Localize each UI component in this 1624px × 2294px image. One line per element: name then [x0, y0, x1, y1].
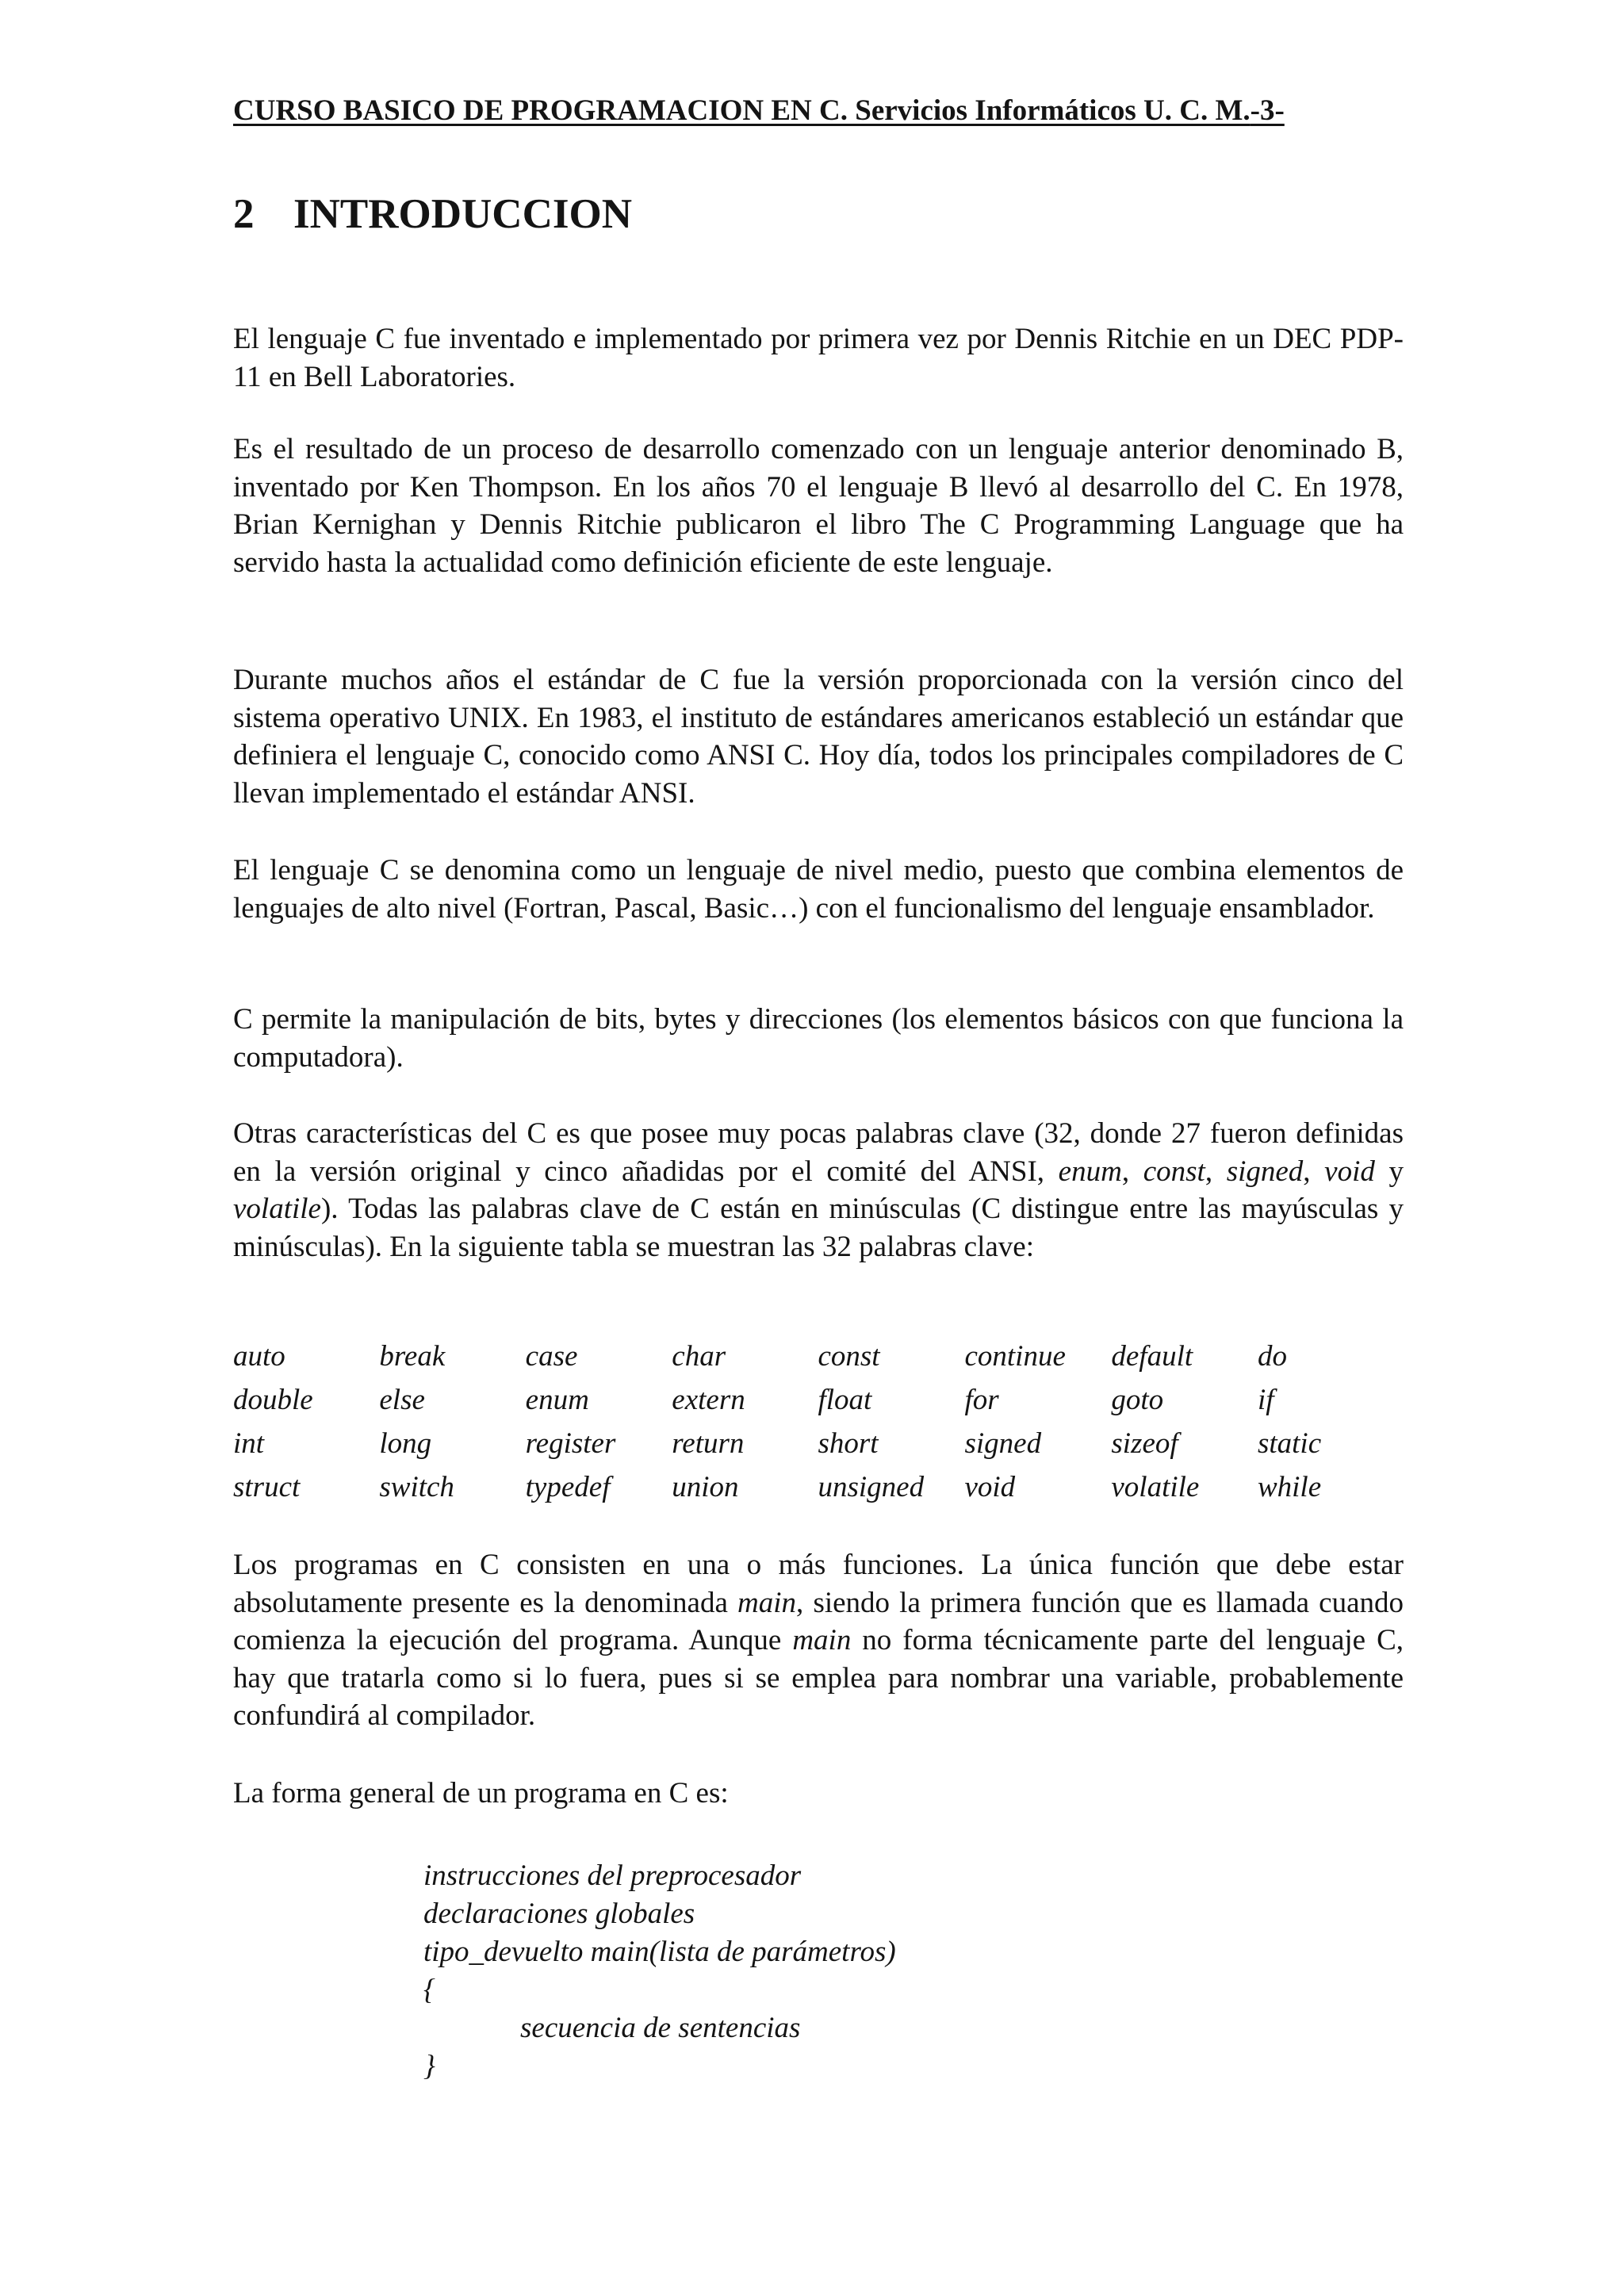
- paragraph-8: [233, 1775, 1404, 1813]
- text-run: Otras características del C es que posee muy pocas palabras clave (32, donde 27 fueron definidas en la versión original y cinco añadidas por el comité del ANSI,: [233, 1117, 1404, 1188]
- code-line: secuencia de sentencias: [520, 2012, 801, 2044]
- keyword-enum: enum: [1058, 1155, 1122, 1188]
- keyword-const: const: [1143, 1155, 1205, 1188]
- keyword-cell: const: [818, 1340, 880, 1373]
- keyword-cell: volatile: [1111, 1471, 1200, 1503]
- chapter-number: 2: [233, 191, 255, 237]
- paragraph-text: La forma general de un programa en C es:: [233, 1777, 729, 1810]
- keyword-cell: typedef: [525, 1471, 611, 1503]
- keyword-signed: signed: [1226, 1155, 1304, 1188]
- keywords-row: [233, 1340, 1404, 1384]
- keywords-row: [233, 1427, 1404, 1471]
- header-title: CURSO BASICO DE PROGRAMACION EN C. Servicios Informáticos U. C. M.: [233, 94, 1251, 127]
- keywords-table-body: [233, 1340, 1404, 1515]
- keyword-main: main: [737, 1586, 797, 1619]
- keyword-cell: void: [964, 1471, 1016, 1503]
- keyword-cell: enum: [525, 1384, 589, 1416]
- keyword-void: void: [1324, 1155, 1375, 1188]
- keywords-row: [233, 1471, 1404, 1515]
- keyword-cell: default: [1111, 1340, 1193, 1373]
- keyword-cell: float: [818, 1384, 872, 1416]
- keyword-cell: for: [964, 1384, 999, 1416]
- paragraph-text: [233, 1546, 1404, 1735]
- paragraph-2: [233, 431, 1404, 581]
- keyword-cell: else: [379, 1384, 425, 1416]
- keyword-cell: char: [672, 1340, 726, 1373]
- code-line: declaraciones globales: [423, 1898, 695, 1930]
- program-form-block: [423, 1857, 896, 2085]
- text-run: , siendo la primera función que es llamada cuando comienza la ejecución del programa. Aunque: [233, 1586, 1404, 1656]
- keywords-table: [233, 1340, 1404, 1515]
- keyword-cell: return: [672, 1427, 745, 1460]
- running-header: [233, 94, 1285, 128]
- text-run: ,: [1303, 1155, 1325, 1188]
- keyword-cell: int: [233, 1427, 265, 1460]
- keyword-cell: do: [1257, 1340, 1287, 1373]
- keyword-main: main: [792, 1624, 852, 1656]
- keyword-cell: static: [1257, 1427, 1322, 1460]
- keyword-cell: break: [379, 1340, 446, 1373]
- paragraph-5: [233, 1001, 1404, 1076]
- paragraph-text: Es el resultado de un proceso de desarrollo comenzado con un lenguaje anterior denominado B, inventado por Ken Thompson. En los años 70 el lenguaje B llevó al desarrollo del C. En 1978, Brian Kernighan y Dennis Ritchie publicaron el libro The C Programming Language que ha servido hasta la actualidad como definición eficiente de este lenguaje.: [233, 433, 1404, 579]
- keyword-cell: continue: [964, 1340, 1066, 1373]
- text-run: y: [1374, 1155, 1404, 1188]
- keyword-cell: if: [1257, 1384, 1274, 1416]
- paragraph-3: [233, 661, 1404, 812]
- text-run: ). Todas las palabras clave de C están en minúsculas (C distingue entre las mayúsculas y minúsculas). En la siguiente tabla se muestran las 32 palabras clave:: [233, 1193, 1404, 1263]
- keyword-cell: double: [233, 1384, 313, 1416]
- keyword-cell: goto: [1111, 1384, 1164, 1416]
- keyword-cell: union: [672, 1471, 739, 1503]
- paragraph-text: Durante muchos años el estándar de C fue la versión proporcionada con la versión cinco del sistema operativo UNIX. En 1983, el instituto de estándares americanos estableció un estándar que definiera el lenguaje C, conocido como ANSI C. Hoy día, todos los principales compiladores de C llevan implementado el estándar ANSI.: [233, 664, 1404, 810]
- keyword-cell: register: [525, 1427, 616, 1460]
- keyword-cell: long: [379, 1427, 432, 1460]
- text-run: ,: [1121, 1155, 1143, 1188]
- keyword-cell: short: [818, 1427, 879, 1460]
- keyword-cell: case: [525, 1340, 578, 1373]
- paragraph-1: [233, 320, 1404, 396]
- code-line: }: [423, 2050, 435, 2082]
- paragraph-text: El lenguaje C se denomina como un lenguaje de nivel medio, puesto que combina elementos de lenguajes de alto nivel (Fortran, Pascal, Basic…) con el funcionalismo del lenguaje ensamblador.: [233, 854, 1404, 925]
- keyword-cell: sizeof: [1111, 1427, 1178, 1460]
- paragraph-text: C permite la manipulación de bits, bytes y direcciones (los elementos básicos con que funciona la computadora).: [233, 1003, 1404, 1074]
- code-line: {: [423, 1974, 435, 2006]
- keyword-cell: unsigned: [818, 1471, 925, 1503]
- page-number: -3-: [1250, 94, 1285, 127]
- code-line: instrucciones del preprocesador: [423, 1859, 802, 1892]
- paragraph-text: El lenguaje C fue inventado e implementado por primera vez por Dennis Ritchie en un DEC PDP-11 en Bell Laboratories.: [233, 323, 1404, 393]
- paragraph-text: [233, 1115, 1404, 1266]
- code-line: tipo_devuelto main(lista de parámetros): [423, 1936, 896, 1968]
- keyword-cell: extern: [672, 1384, 745, 1416]
- paragraph-6: [233, 1115, 1404, 1266]
- keyword-volatile: volatile: [233, 1193, 321, 1225]
- keyword-cell: struct: [233, 1471, 301, 1503]
- keyword-cell: signed: [964, 1427, 1042, 1460]
- chapter-title: [233, 190, 632, 238]
- keywords-row: [233, 1384, 1404, 1427]
- keyword-cell: auto: [233, 1340, 285, 1373]
- text-run: ,: [1205, 1155, 1227, 1188]
- keyword-cell: switch: [379, 1471, 454, 1503]
- paragraph-7: [233, 1546, 1404, 1735]
- text-run: no forma técnicamente parte del lenguaje C, hay que tratarla como si lo fuera, pues si se emplea para nombrar una variable, probablemente confundirá al compilador.: [233, 1624, 1404, 1732]
- chapter-title-text: INTRODUCCION: [293, 191, 632, 237]
- paragraph-4: [233, 852, 1404, 927]
- text-run: Los programas en C consisten en una o más funciones. La única función que debe estar absolutamente presente es la denominada: [233, 1549, 1404, 1619]
- keyword-cell: while: [1257, 1471, 1322, 1503]
